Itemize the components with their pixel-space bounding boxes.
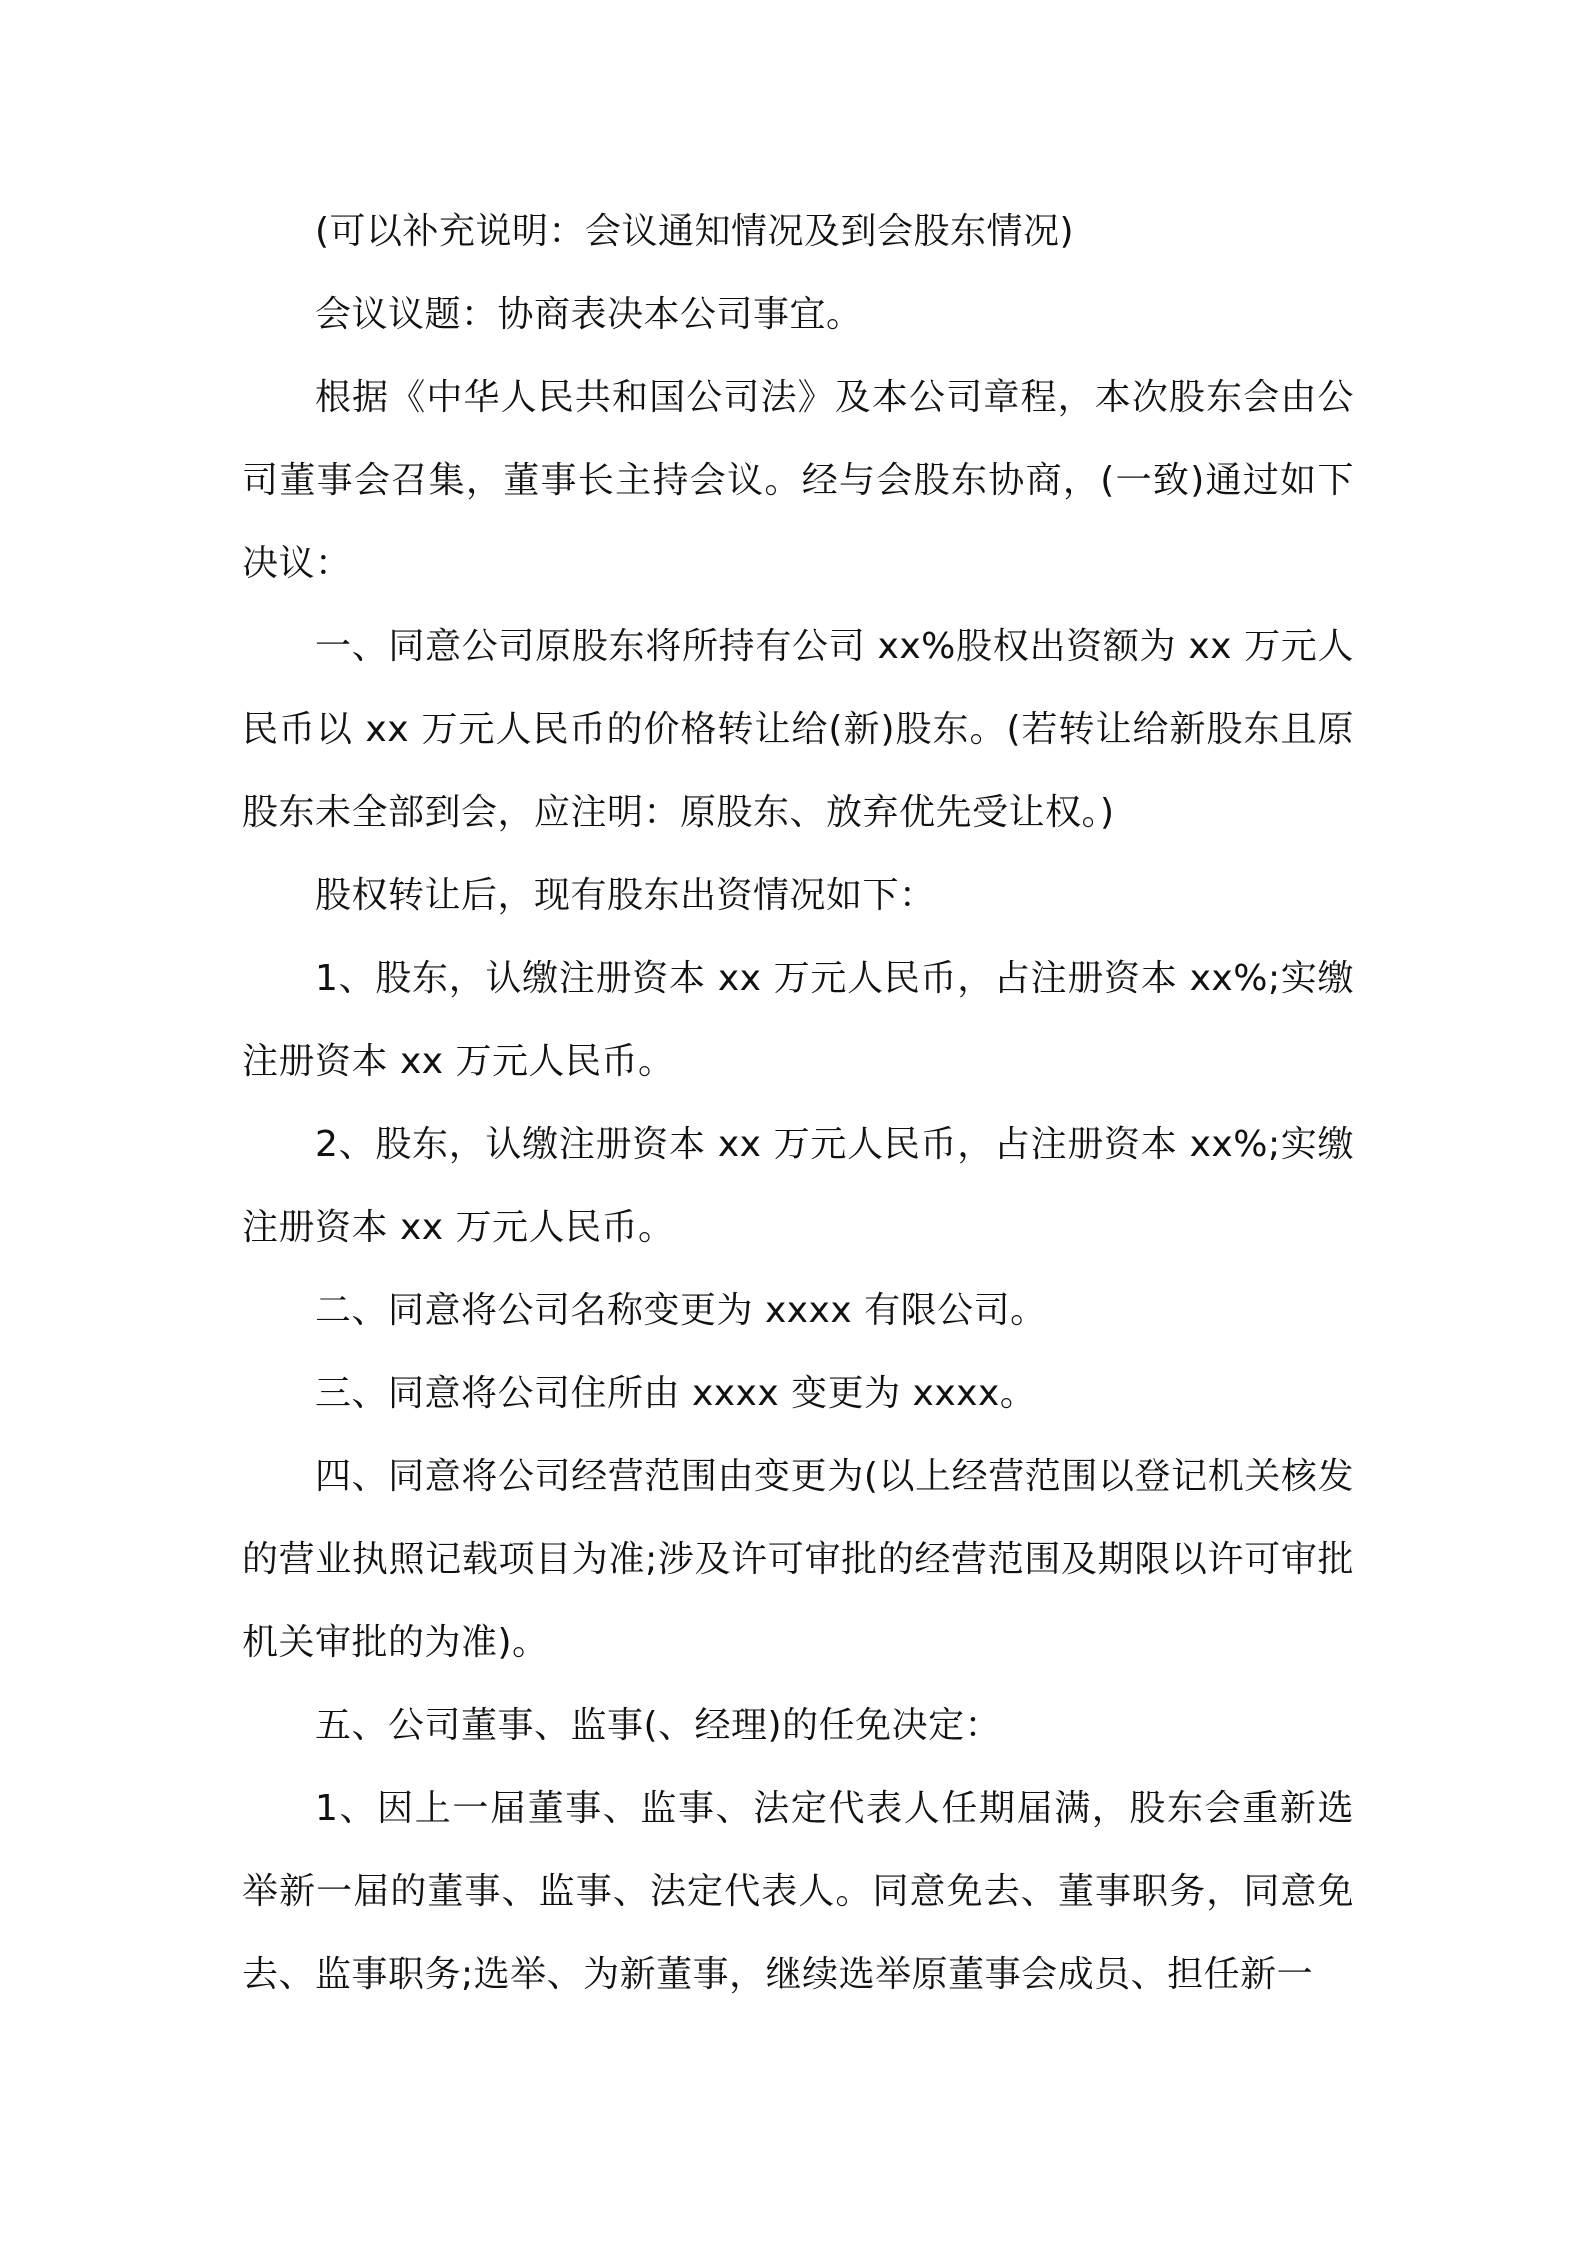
paragraph-shareholder-1: 1、股东，认缴注册资本 xx 万元人民币，占注册资本 xx%;实缴注册资本 xx 万元人民币。 [242,958,1354,1082]
paragraph-resolution-2: 二、同意将公司名称变更为 xxxx 有限公司。 [315,1290,1047,1331]
paragraph-resolution-1: 一、同意公司原股东将所持有公司 xx%股权出资额为 xx 万元人民币以 xx 万元人民币的价格转让给(新)股东。(若转让给新股东且原股东未全部到会，应注明：原股东、放弃优先受让权。) [242,626,1354,833]
paragraph-shareholder-2: 2、股东，认缴注册资本 xx 万元人民币，占注册资本 xx%;实缴注册资本 xx 万元人民币。 [242,1124,1354,1248]
paragraph-meeting-note: (可以补充说明：会议通知情况及到会股东情况) [315,211,1075,252]
paragraph-resolution-3: 三、同意将公司住所由 xxxx 变更为 xxxx。 [315,1373,1037,1414]
document-body [242,190,1354,2016]
paragraph-meeting-topic: 会议议题：协商表决本公司事宜。 [315,294,863,335]
paragraph-after-transfer: 股权转让后，现有股东出资情况如下： [315,875,936,916]
paragraph-appointment-1: 1、因上一届董事、监事、法定代表人任期届满，股东会重新选举新一届的董事、监事、法定代表人。同意免去、董事职务，同意免去、监事职务;选举、为新董事，继续选举原董事会成员、担任新一 [242,1788,1354,1995]
paragraph-resolution-5: 五、公司董事、监事(、经理)的任免决定： [315,1705,1002,1746]
paragraph-resolution-4: 四、同意将公司经营范围由变更为(以上经营范围以登记机关核发的营业执照记载项目为准;涉及许可审批的经营范围及期限以许可审批机关审批的为准)。 [242,1456,1354,1663]
paragraph-legal-basis: 根据《中华人民共和国公司法》及本公司章程，本次股东会由公司董事会召集，董事长主持会议。经与会股东协商，(一致)通过如下决议： [242,377,1354,584]
